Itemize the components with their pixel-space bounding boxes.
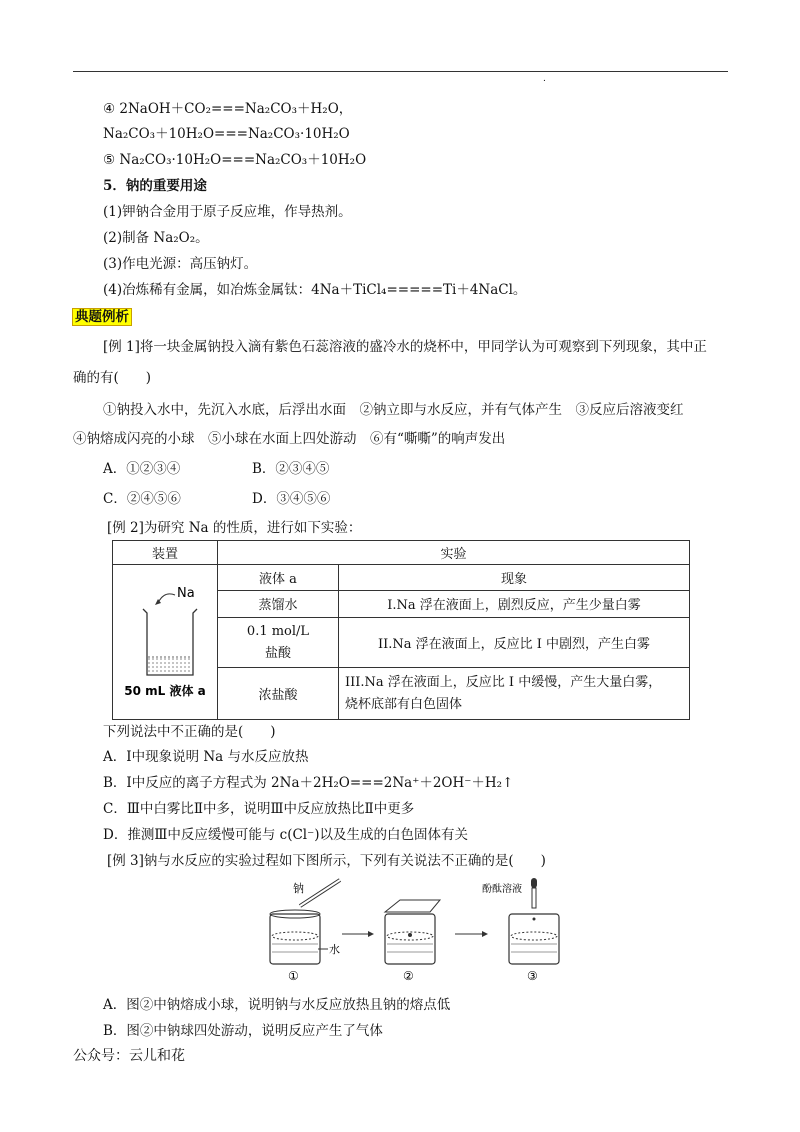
beaker-diagram-cell — [113, 565, 218, 720]
label-sodium: 钠 — [293, 882, 304, 895]
beaker-liquid — [148, 657, 192, 674]
example-3-stem: [例 3]钠与水反应的实验过程如下图所示，下列有关说法不正确的是( ) — [107, 853, 546, 869]
header-device: 装置 — [113, 541, 218, 565]
row-2-liquid — [218, 617, 339, 668]
example-1-option-a: A．①②③④ — [103, 461, 181, 477]
example-3-option-b: B．图②中钠球四处游动，说明反应产生了气体 — [103, 1023, 383, 1039]
row-2-liquid-line-1: 0.1 mol/L — [246, 623, 310, 639]
pointer-line — [159, 594, 175, 601]
header-experiment: 实验 — [218, 541, 690, 565]
arrow-1-head — [368, 931, 374, 937]
example-2-option-c: C．Ⅲ中白雾比Ⅱ中多，说明Ⅲ中反应放热比Ⅱ中更多 — [103, 801, 415, 817]
tweezers-inner — [300, 880, 340, 906]
example-2-option-a: A．Ⅰ中现象说明 Na 与水反应放热 — [103, 749, 309, 765]
beaker-1-water — [272, 932, 318, 940]
row-3-phenomenon-line-1: III.Na 浮在液面上，反应比 I 中缓慢，产生大量白雾， — [345, 674, 662, 690]
row-3-phenomenon — [339, 668, 690, 720]
equation-4b: Na₂CO₃＋10H₂O===Na₂CO₃·10H₂O — [103, 126, 350, 142]
sodium-ball — [408, 933, 412, 937]
example-2-option-d: D．推测Ⅲ中反应缓慢可能与 c(Cl⁻)以及生成的白色固体有关 — [103, 827, 469, 843]
header-dot: . — [543, 74, 546, 84]
example-1-observations-1: ①钠投入水中，先沉入水底，后浮出水面 ②钠立即与水反应，并有气体产生 ③反应后溶液变红 — [103, 402, 684, 418]
equation-5: ⑤ Na₂CO₃·10H₂O===Na₂CO₃＋10H₂O — [103, 152, 367, 168]
footer-account: 公众号：云儿和花 — [73, 1048, 185, 1064]
dropper-bulb — [531, 878, 537, 888]
example-1-option-d: D．③④⑤⑥ — [252, 491, 331, 507]
row-2-liquid-line-2: 盐酸 — [264, 645, 291, 661]
example-2-question: 下列说法中不正确的是( ) — [103, 724, 276, 740]
drop — [533, 918, 536, 921]
beaker-1 — [270, 880, 340, 983]
beaker-3 — [482, 878, 559, 983]
example-1-observations-2: ④钠熔成闪亮的小球 ⑤小球在水面上四处游动 ⑥有“嘶嘶”的响声发出 — [73, 431, 506, 447]
row-3-liquid: 浓盐酸 — [218, 668, 339, 720]
figure-number-3: ③ — [527, 969, 538, 983]
beaker-diagram — [115, 565, 215, 715]
row-1-phenomenon: I.Na 浮在液面上，剧烈反应，产生少量白雾 — [339, 590, 690, 617]
use-1: (1)钾钠合金用于原子反应堆，作导热剂。 — [103, 204, 352, 220]
examples-badge-label: 典题例析 — [72, 308, 132, 326]
use-2: (2)制备 Na₂O₂。 — [103, 230, 209, 246]
equation-4a: ④ 2NaOH＋CO₂===Na₂CO₃＋H₂O， — [103, 101, 353, 117]
example-2-stem: [例 2]为研究 Na 的性质，进行如下实验： — [107, 520, 362, 536]
example-1-stem-line-1: [例 1]将一块金属钠投入滴有紫色石蕊溶液的盛冷水的烧杯中，甲同学认为可观察到下列现象，其中正 — [103, 339, 707, 355]
row-1-liquid: 蒸馏水 — [218, 590, 339, 617]
example-3-option-a: A．图②中钠熔成小球，说明钠与水反应放热且钠的熔点低 — [103, 997, 451, 1013]
header-phenomenon: 现象 — [339, 565, 690, 591]
figure-number-2: ② — [403, 969, 414, 983]
label-phenolphthalein: 酚酞溶液 — [482, 884, 522, 895]
dropper-tube — [532, 888, 536, 908]
example-1-stem-line-2: 确的有( ) — [73, 370, 152, 386]
examples-badge — [72, 305, 132, 325]
glass-cover — [385, 900, 440, 912]
arrow-2-head — [482, 931, 488, 937]
section-5-title: 5．钠的重要用途 — [103, 178, 207, 194]
use-4: (4)冶炼稀有金属，如冶炼金属钛：4Na＋TiCl₄=====Ti＋4NaCl。 — [103, 282, 527, 298]
row-2-phenomenon: II.Na 浮在液面上，反应比 I 中剧烈，产生白雾 — [339, 617, 690, 668]
use-3: (3)作电光源：高压钠灯。 — [103, 256, 258, 272]
experiment-table — [112, 540, 690, 720]
beaker-2 — [385, 900, 440, 983]
beaker-na-label: Na — [177, 586, 195, 601]
row-3-phenomenon-line-2: 烧杯底部有白色固体 — [345, 696, 463, 712]
example-1-option-b: B．②③④⑤ — [252, 461, 330, 477]
header-rule — [73, 71, 728, 72]
sodium-water-figure — [260, 872, 580, 987]
beaker-3-water — [511, 932, 557, 940]
label-water: 水 — [329, 943, 340, 956]
header-liquid: 液体 a — [218, 565, 339, 591]
beaker-caption: 50 mL 液体 a — [124, 684, 206, 698]
example-2-option-b: B．Ⅰ中反应的离子方程式为 2Na＋2H₂O===2Na⁺＋2OH⁻＋H₂↑ — [103, 775, 514, 791]
figure-number-1: ① — [288, 969, 299, 983]
example-1-option-c: C．②④⑤⑥ — [103, 491, 181, 507]
